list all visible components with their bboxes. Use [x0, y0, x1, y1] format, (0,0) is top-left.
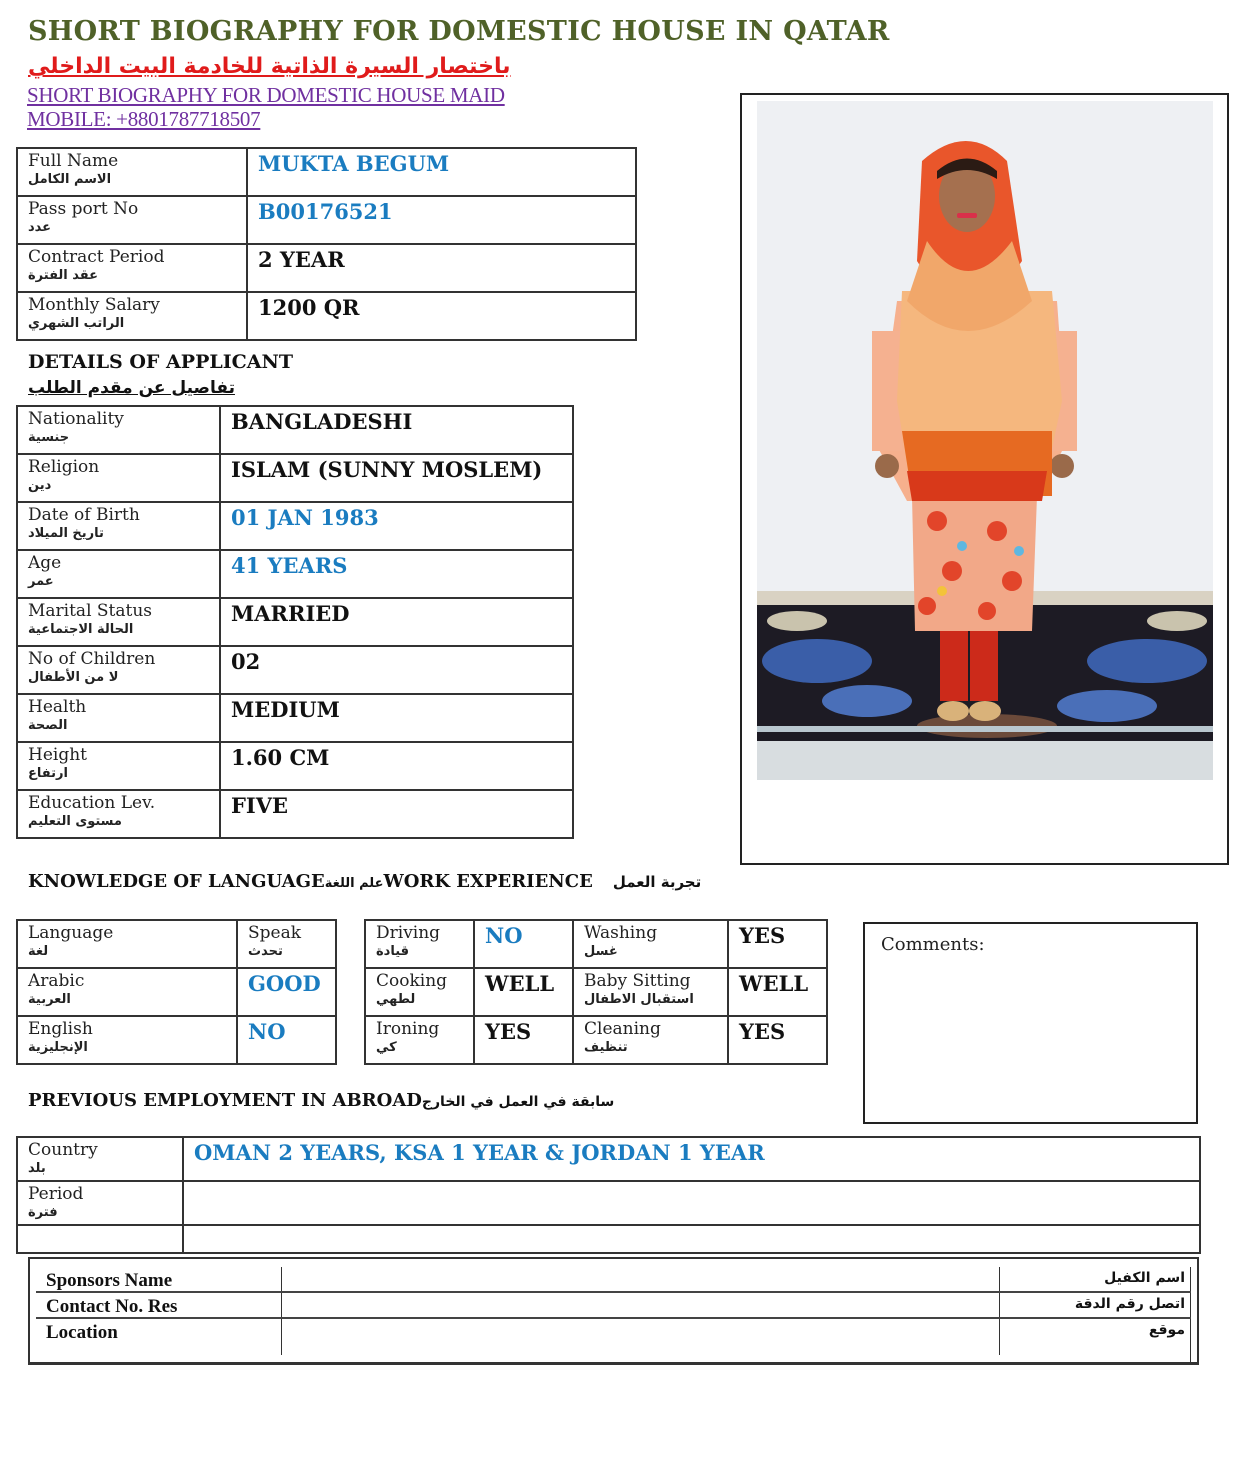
- work-label-arabic: استقبال الاطفال: [584, 992, 694, 1007]
- language-label-text: Language: [28, 923, 114, 943]
- employment-label-arabic: فترة: [28, 1205, 58, 1220]
- detail-label: [17, 790, 220, 838]
- detail-label-arabic: ارتفاع: [28, 766, 68, 781]
- employment-label-text: Country: [28, 1140, 98, 1160]
- work-label-text: Washing: [584, 923, 658, 943]
- basic-info-label: [17, 292, 247, 340]
- mobile-number-link[interactable]: MOBILE: +8801787718507: [27, 107, 261, 131]
- basic-info-label-text: Monthly Salary: [28, 295, 160, 315]
- detail-value[interactable]: 01 JAN 1983: [220, 502, 573, 550]
- detail-value[interactable]: FIVE: [220, 790, 573, 838]
- detail-row: [17, 454, 573, 502]
- language-heading-text: KNOWLEDGE OF LANGUAGE: [28, 871, 325, 892]
- detail-row: [17, 502, 573, 550]
- detail-label-text: Religion: [28, 457, 100, 477]
- language-label-arabic: لغة: [28, 944, 49, 959]
- document-title-arabic: باختصار السيرة الذاتية للخادمة البيت الداخلي: [28, 54, 511, 79]
- basic-info-row: [17, 244, 636, 292]
- detail-label-text: Age: [28, 553, 62, 573]
- basic-info-label: [17, 196, 247, 244]
- sponsor-label-arabic: اسم الكفيل: [1104, 1270, 1185, 1286]
- work-row: [365, 1016, 827, 1064]
- detail-label-text: Height: [28, 745, 87, 765]
- work-label-text: Cooking: [376, 971, 448, 991]
- work-value[interactable]: WELL: [474, 968, 573, 1016]
- work-label: [365, 968, 474, 1016]
- previous-employment-heading-arabic: سابقة في العمل في الخارج: [421, 1094, 615, 1110]
- sponsor-value-field[interactable]: [296, 1270, 996, 1290]
- basic-info-label: [17, 148, 247, 196]
- basic-info-table: [16, 147, 637, 341]
- language-label-text: English: [28, 1019, 93, 1039]
- sponsor-value-field[interactable]: [296, 1322, 996, 1342]
- previous-employment-table: [16, 1136, 1201, 1254]
- sponsor-label: Contact No. Res: [46, 1296, 178, 1317]
- detail-row: [17, 550, 573, 598]
- speak-header: [237, 920, 336, 968]
- language-label: [17, 968, 237, 1016]
- detail-label-text: Health: [28, 697, 87, 717]
- comments-label: Comments:: [881, 934, 985, 955]
- detail-value[interactable]: ISLAM (SUNNY MOSLEM): [220, 454, 573, 502]
- details-heading-arabic: تفاصيل عن مقدم الطلب: [28, 378, 235, 398]
- detail-label: [17, 454, 220, 502]
- work-row: [365, 920, 827, 968]
- detail-row: [17, 742, 573, 790]
- detail-value[interactable]: 41 YEARS: [220, 550, 573, 598]
- detail-row: [17, 790, 573, 838]
- detail-label: [17, 646, 220, 694]
- language-label: [17, 920, 237, 968]
- work-heading-text: WORK EXPERIENCE: [383, 871, 593, 892]
- document-title: SHORT BIOGRAPHY FOR DOMESTIC HOUSE IN QATAR: [28, 16, 890, 47]
- work-label-text: Ironing: [376, 1019, 440, 1039]
- detail-label: [17, 550, 220, 598]
- basic-info-label-arabic: عدد: [28, 220, 52, 235]
- detail-value[interactable]: MARRIED: [220, 598, 573, 646]
- detail-label: [17, 502, 220, 550]
- employment-label: [17, 1225, 183, 1253]
- sponsor-label: Sponsors Name: [46, 1270, 173, 1291]
- basic-info-label-arabic: الاسم الكامل: [28, 172, 112, 187]
- language-label-arabic: العربية: [28, 992, 71, 1007]
- detail-value[interactable]: 02: [220, 646, 573, 694]
- language-label: [17, 1016, 237, 1064]
- basic-info-label-text: Full Name: [28, 151, 119, 171]
- work-value[interactable]: YES: [474, 1016, 573, 1064]
- detail-row: [17, 406, 573, 454]
- sponsor-value-field[interactable]: [296, 1296, 996, 1316]
- speak-header-text: Speak: [248, 923, 302, 943]
- sponsor-row: [36, 1267, 1191, 1293]
- detail-label-arabic: لا من الأطفال: [28, 670, 119, 685]
- employment-value[interactable]: [183, 1181, 1200, 1225]
- basic-info-value[interactable]: 2 YEAR: [247, 244, 636, 292]
- work-label: [365, 1016, 474, 1064]
- employment-label-arabic: بلد: [28, 1161, 46, 1176]
- basic-info-row: [17, 292, 636, 340]
- work-label: [573, 920, 728, 968]
- detail-label: [17, 742, 220, 790]
- work-label-arabic: كي: [376, 1040, 397, 1055]
- work-value[interactable]: WELL: [728, 968, 827, 1016]
- language-level[interactable]: NO: [237, 1016, 336, 1064]
- work-value[interactable]: YES: [728, 920, 827, 968]
- work-label-arabic: لطهي: [376, 992, 416, 1007]
- work-heading-arabic: تجربة العمل: [612, 873, 702, 891]
- language-row: [17, 968, 336, 1016]
- comments-box[interactable]: [863, 922, 1198, 1124]
- language-row: [17, 920, 336, 968]
- detail-row: [17, 694, 573, 742]
- sponsor-row: [36, 1293, 1191, 1319]
- sponsor-label: Location: [46, 1322, 118, 1343]
- applicant-photo: [757, 101, 1213, 780]
- sponsor-box: [28, 1257, 1199, 1365]
- detail-label-arabic: دين: [28, 478, 52, 493]
- detail-row: [17, 646, 573, 694]
- language-row: [17, 1016, 336, 1064]
- language-heading-arabic: علم اللغة: [324, 876, 384, 891]
- work-value[interactable]: YES: [728, 1016, 827, 1064]
- employment-row: [17, 1225, 1200, 1253]
- basic-info-label-text: Contract Period: [28, 247, 165, 267]
- basic-info-row: [17, 148, 636, 196]
- details-heading: DETAILS OF APPLICANT: [28, 351, 293, 373]
- basic-info-row: [17, 196, 636, 244]
- work-value[interactable]: NO: [474, 920, 573, 968]
- employment-row: [17, 1137, 1200, 1181]
- detail-label-text: Marital Status: [28, 601, 153, 621]
- employment-value[interactable]: [183, 1225, 1200, 1253]
- applicant-details-table: [16, 405, 574, 839]
- work-label-arabic: غسل: [584, 944, 618, 959]
- previous-employment-heading-text: PREVIOUS EMPLOYMENT IN ABROAD: [28, 1090, 422, 1111]
- language-label-arabic: الإنجليزية: [28, 1040, 88, 1055]
- detail-label-text: Nationality: [28, 409, 124, 429]
- speak-header-arabic: تحدث: [248, 944, 283, 959]
- basic-info-label-arabic: عقد الفترة: [28, 268, 99, 283]
- basic-info-label-arabic: الراتب الشهري: [28, 316, 125, 331]
- sponsor-label-arabic: موقع: [1148, 1322, 1185, 1338]
- language-level[interactable]: GOOD: [237, 968, 336, 1016]
- detail-value[interactable]: BANGLADESHI: [220, 406, 573, 454]
- sponsor-label-arabic: اتصل رقم الدقة: [1074, 1296, 1185, 1312]
- sponsor-row: [36, 1319, 1191, 1345]
- detail-label-text: Education Lev.: [28, 793, 156, 813]
- document-subtitle[interactable]: SHORT BIOGRAPHY FOR DOMESTIC HOUSE MAID: [27, 83, 505, 107]
- detail-label-arabic: تاريخ الميلاد: [28, 526, 104, 541]
- work-label: [365, 920, 474, 968]
- basic-info-value[interactable]: MUKTA BEGUM: [247, 148, 636, 196]
- detail-label: [17, 406, 220, 454]
- detail-label-text: No of Children: [28, 649, 156, 669]
- detail-label-arabic: جنسية: [28, 430, 70, 445]
- basic-info-value[interactable]: 1200 QR: [247, 292, 636, 340]
- work-row: [365, 968, 827, 1016]
- language-heading: [28, 871, 701, 892]
- detail-label: [17, 598, 220, 646]
- detail-label-arabic: مستوى التعليم: [28, 814, 122, 829]
- detail-value[interactable]: 1.60 CM: [220, 742, 573, 790]
- language-label-text: Arabic: [28, 971, 85, 991]
- detail-label-arabic: الصحة: [28, 718, 68, 733]
- applicant-photo-illustration: [757, 101, 1213, 780]
- employment-value[interactable]: OMAN 2 YEARS, KSA 1 YEAR & JORDAN 1 YEAR: [183, 1137, 1200, 1181]
- detail-label-arabic: الحالة الاجتماعية: [28, 622, 134, 637]
- work-label: [573, 1016, 728, 1064]
- employment-label-text: Period: [28, 1184, 84, 1204]
- work-experience-table: [364, 919, 828, 1065]
- work-label-text: Driving: [376, 923, 441, 943]
- employment-row: [17, 1181, 1200, 1225]
- work-label-arabic: تنظيف: [584, 1040, 628, 1055]
- basic-info-label: [17, 244, 247, 292]
- employment-label: [17, 1137, 183, 1181]
- employment-label: [17, 1181, 183, 1225]
- detail-value[interactable]: MEDIUM: [220, 694, 573, 742]
- work-label-text: Baby Sitting: [584, 971, 691, 991]
- detail-label-text: Date of Birth: [28, 505, 140, 525]
- basic-info-label-text: Pass port No: [28, 199, 139, 219]
- work-label-arabic: قيادة: [376, 944, 410, 959]
- previous-employment-heading: [28, 1090, 614, 1111]
- work-label: [573, 968, 728, 1016]
- detail-label-arabic: عمر: [28, 574, 54, 589]
- basic-info-value[interactable]: B00176521: [247, 196, 636, 244]
- language-table: [16, 919, 337, 1065]
- work-label-text: Cleaning: [584, 1019, 661, 1039]
- detail-row: [17, 598, 573, 646]
- detail-label: [17, 694, 220, 742]
